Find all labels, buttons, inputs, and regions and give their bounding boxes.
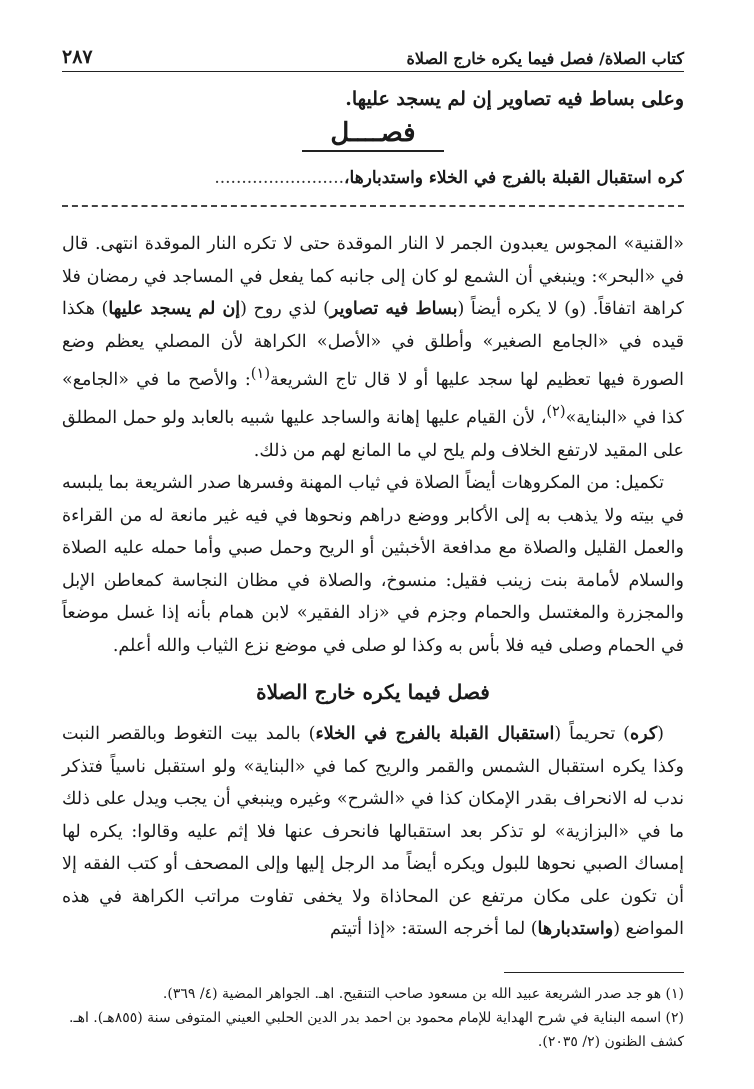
paragraph-p1: «القنية» المجوس يعبدون الجمر لا النار الموقدة حتى لا تكره النار الموقدة انتهى. قال في «البحر»: وينبغي أن الشمع لو كان إلى جانبه كما يفعل في المساجد في رمضان فلا كراهة اتفاقاً. (و) لا يكره أيضاً (بساط فيه تصاوير) لذي روح (إن لم يسجد عليها) هكذا قيده في «الجامع الصغير» وأطلق في «الأصل» الكراهة لأن المصلي يعظم وضع الصورة فيها تعظيم لها سجد عليها أو لا قال تاج الشريعة$^{(١)}$: والأصح ما في «الجامع» كذا في «البناية»$^{(٢)}$، لأن القيام عليها إهانة والساجد عليها شبيه بالعابد ولو حمل المطلق على المقيد لارتفع الخلاف ولم يلح لي ما المانع لهم من ذلك. [62, 234, 685, 461]
commentary-block-1 [62, 228, 684, 662]
paragraph-p3: (كره) تحريماً (استقبال القبلة بالفرج في الخلاء) بالمد بيت التغوط وبالقصر النبت وكذا يكره استقبال الشمس والقمر والريح كما في «البناية» ولو استقبل ناسياً فتذكر ندب له الانحراف بقدر الإمكان كذا في «الشرح» وغيره وينبغي أن يجب ويدل على ذلك ما في «البزازية» لو تذكر بعد استقبالها فانحرف عنها فلا إثم عليه وقالوا: يكره لها إمساك الصبي نحوها للبول ويكره أيضاً مد الرجل إليها وإلى المصحف أو كتب الفقه إلا أن تكون على مكان مرتفع عن المحاذاة ولا يخفى تفاوت مراتب الكراهة في هذه المواضع (واستدبارها) لما أخرجه الستة: «إذا أتيتم [62, 724, 684, 939]
matn-text: كره استقبال القبلة بالفرج في الخلاء واستدبارها، [344, 168, 684, 188]
header-title: كتاب الصلاة/ فصل فيما يكره خارج الصلاة [406, 49, 684, 68]
running-header [62, 40, 684, 72]
commentary-block-2 [62, 718, 684, 946]
dashed-separator [62, 205, 684, 207]
footnote-1: (١) هو جد صدر الشريعة عبيد الله بن مسعود صاحب التنقيح. اهـ. الجواهر المضية (٤/ ٣٦٩). [162, 986, 684, 1002]
section-title: فصل فيما يكره خارج الصلاة [256, 680, 490, 704]
page-number: ٢٨٧ [62, 46, 93, 68]
matn-dots: ........................ [214, 168, 345, 188]
matn-line [62, 168, 684, 188]
chapter-heading-text: فصــــل [302, 118, 443, 152]
paragraph-p2: تكميل: من المكروهات أيضاً الصلاة في ثياب المهنة وفسرها صدر الشريعة بما يلبسه في بيته ولا يذهب به إلى الأكابر ووضع دراهم ونحوها في فيه غير مانعة له من القراءة والعمل القليل والصلاة مع مدافعة الأخبثين أو الريح وحمل صبي وأما حمله عليه الصلاة والسلام لأمامة بنت زينب فقيل: منسوخ، والصلاة في مظان النجاسة كمعاطن الإبل والمجزرة والمغتسل والحمام وجزم في «زاد الفقير» لابن همام بأنه إذا غسل موضعاً في الحمام وصلى فيه فلا بأس به وكذا لو صلى في موضع نزع الثياب والله أعلم. [62, 473, 684, 656]
lead-line: وعلى بساط فيه تصاوير إن لم يسجد عليها. [345, 88, 684, 110]
footnote-rule [504, 972, 684, 973]
footnote-2: (٢) اسمه البناية في شرح الهداية للإمام محمود بن احمد بدر الدين الحلبي العيني المتوفى سنة (٨٥٥هـ). اهـ. كشف الظنون (٢/ ٢٠٣٥). [69, 1010, 684, 1050]
chapter-heading [62, 118, 684, 152]
footnotes [62, 982, 684, 1054]
